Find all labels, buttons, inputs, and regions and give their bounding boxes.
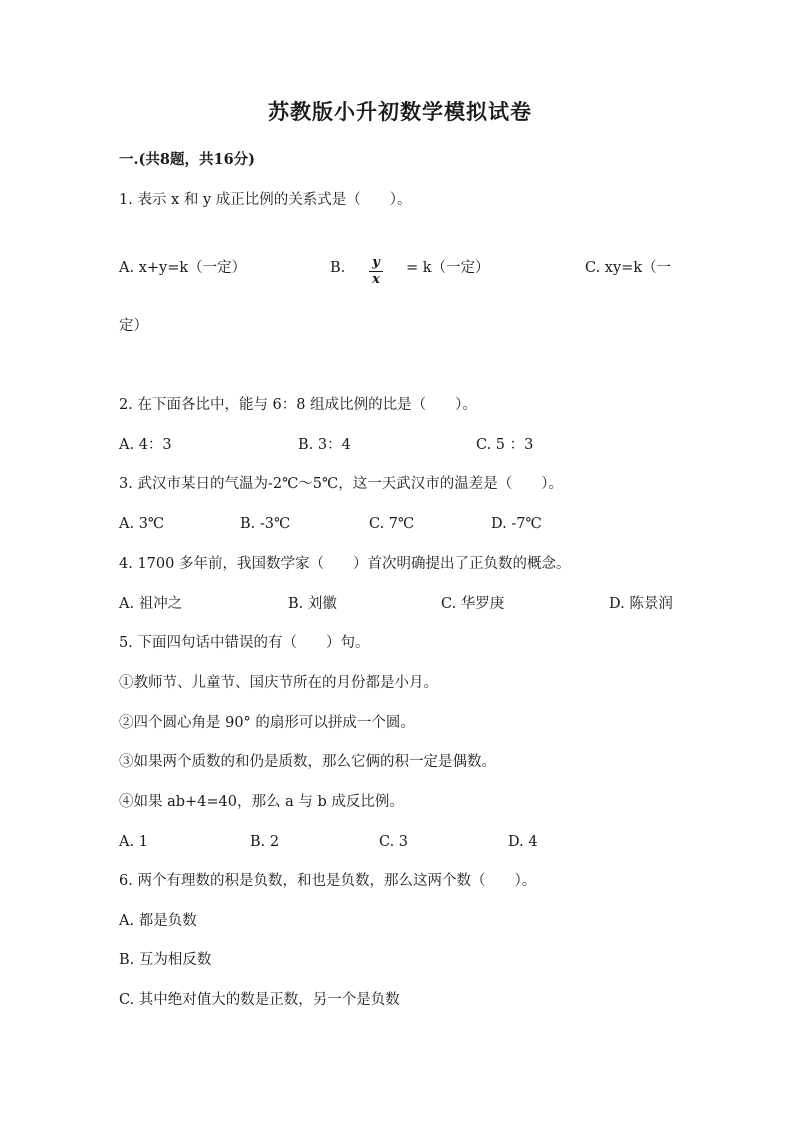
question-3-option-b: B. -3℃	[240, 516, 291, 532]
question-1-option-c-continued: 定）	[119, 318, 148, 334]
question-2-stem: 2. 在下面各比中，能与 6：8 组成比例的比是（ ）。	[119, 397, 477, 413]
section-heading: 一.(共8题，共16分)	[119, 151, 256, 168]
question-6-option-c: C. 其中绝对值大的数是正数，另一个是负数	[119, 992, 400, 1008]
question-3-option-a: A. 3℃	[119, 516, 165, 532]
fraction-numerator: y	[372, 255, 380, 270]
question-3-option-c: C. 7℃	[369, 516, 415, 532]
question-6-option-b: B. 互为相反数	[119, 952, 212, 968]
question-5-option-b: B. 2	[250, 834, 280, 850]
question-1-option-b-label: B.	[330, 260, 346, 276]
question-5-statement-3: ③如果两个质数的和仍是质数，那么它俩的积一定是偶数。	[119, 754, 496, 770]
question-1-stem: 1. 表示 x 和 y 成正比例的关系式是（ ）。	[119, 192, 412, 208]
question-2-option-a: A. 4：3	[119, 437, 172, 453]
question-1-fraction	[366, 256, 386, 287]
question-3-option-d: D. -7℃	[491, 516, 542, 532]
question-5-statement-2: ②四个圆心角是 90° 的扇形可以拼成一个圆。	[119, 715, 415, 731]
question-1-option-b-rest: = k（一定）	[406, 260, 490, 276]
question-4-stem: 4. 1700 多年前，我国数学家（ ）首次明确提出了正负数的概念。	[119, 556, 571, 572]
page-title: 苏教版小升初数学模拟试卷	[268, 99, 532, 124]
question-6-stem: 6. 两个有理数的积是负数，和也是负数，那么这两个数（ ）。	[119, 873, 537, 889]
question-5-statement-1: ①教师节、儿童节、国庆节所在的月份都是小月。	[119, 675, 438, 691]
question-2-option-c: C. 5 ：3	[476, 437, 534, 453]
question-4-option-c: C. 华罗庚	[441, 596, 505, 612]
fraction-denominator: x	[372, 272, 380, 287]
question-1-option-a: A. x+y=k（一定）	[119, 260, 247, 276]
question-4-option-b: B. 刘徽	[288, 596, 337, 612]
question-5-option-c: C. 3	[379, 834, 409, 850]
question-5-option-d: D. 4	[508, 834, 538, 850]
question-4-option-a: A. 祖冲之	[119, 596, 183, 612]
question-2-option-b: B. 3：4	[298, 437, 351, 453]
question-6-option-a: A. 都是负数	[119, 913, 197, 929]
question-5-statement-4: ④如果 ab+4=40，那么 a 与 b 成反比例。	[119, 794, 404, 810]
question-5-option-a: A. 1	[119, 834, 148, 850]
question-5-stem: 5. 下面四句话中错误的有（ ）句。	[119, 635, 370, 651]
question-4-option-d: D. 陈景润	[609, 596, 673, 612]
question-3-stem: 3. 武汉市某日的气温为-2℃～5℃，这一天武汉市的温差是（ ）。	[119, 476, 563, 492]
question-1-option-c: C. xy=k（一	[585, 260, 672, 276]
